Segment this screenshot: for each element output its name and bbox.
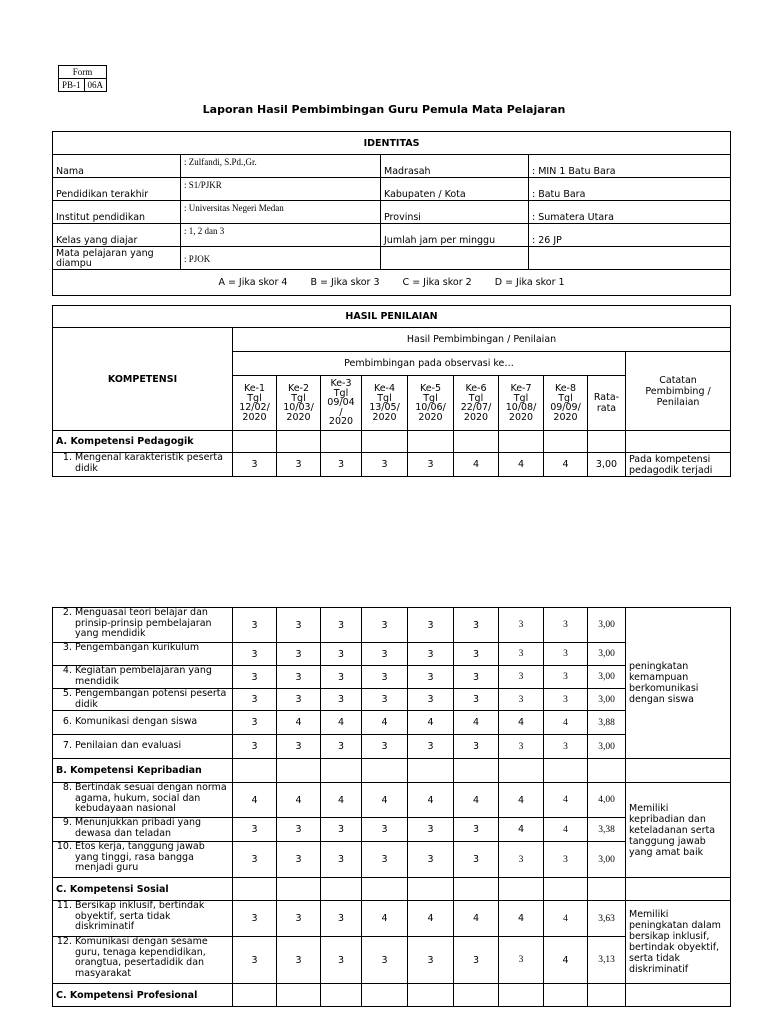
results-header: HASIL PENILAIAN <box>53 306 731 328</box>
catatan-cell: Memiliki kepribadian dan keteladanan serta tanggung jawab yang amat baik <box>626 783 731 878</box>
score-cell: 3 <box>321 453 362 477</box>
score-cell: 3 <box>454 842 499 878</box>
score-cell: 3 <box>321 689 362 711</box>
table-row <box>53 901 731 937</box>
observation-col-header: Ke-6 Tgl 22/07/ 2020 <box>454 376 499 431</box>
score-cell: 4 <box>544 453 588 477</box>
form-code-box <box>58 65 107 92</box>
legend-item: D = Jika skor 1 <box>494 277 565 288</box>
score-cell: 4 <box>544 711 588 735</box>
score-cell: 3 <box>499 689 544 711</box>
score-cell: 3 <box>362 818 408 842</box>
observation-col-header: Ke-7 Tgl 10/08/ 2020 <box>499 376 544 431</box>
catatan-cell: peningkatan kemampuan berkomunikasi dengan siswa <box>626 608 731 759</box>
identity-value: : 1, 2 dan 3 <box>181 224 381 247</box>
score-cell: 3 <box>277 937 321 984</box>
identity-header: IDENTITAS <box>53 132 731 155</box>
identity-value <box>529 247 731 270</box>
score-cell: 3 <box>233 689 277 711</box>
observation-col-header: Ke-1 Tgl 12/02/ 2020 <box>233 376 277 431</box>
score-cell: 3 <box>277 735 321 759</box>
average-cell: 3,00 <box>588 608 626 643</box>
legend-item: A = Jika skor 4 <box>218 277 288 288</box>
identity-value: : Batu Bara <box>529 178 731 201</box>
score-cell: 3 <box>454 643 499 666</box>
form-label: Form <box>59 66 107 79</box>
score-cell: 4 <box>499 453 544 477</box>
identity-value: : Universitas Negeri Medan <box>181 201 381 224</box>
score-cell: 4 <box>454 783 499 818</box>
form-code-part1: PB-1 <box>59 79 85 92</box>
score-cell: 3 <box>233 901 277 937</box>
document-title: Laporan Hasil Pembimbingan Guru Pemula Mata Pelajaran <box>202 103 566 116</box>
score-cell: 3 <box>408 453 454 477</box>
score-cell: 3 <box>321 735 362 759</box>
competency-item: 2. Menguasai teori belajar dan prinsip-prinsip pembelajaran yang mendidik <box>53 608 233 643</box>
identity-label: Institut pendidikan <box>53 201 181 224</box>
competency-item: 1. Mengenal karakteristik peserta didik <box>53 453 233 477</box>
score-cell: 3 <box>321 666 362 689</box>
score-cell: 3 <box>544 608 588 643</box>
average-cell: 3,63 <box>588 901 626 937</box>
identity-value: : PJOK <box>181 247 381 270</box>
legend-item: B = Jika skor 3 <box>310 277 380 288</box>
rata-header: Rata-rata <box>588 376 626 431</box>
table-row <box>53 453 731 477</box>
legend-item: C = Jika skor 2 <box>402 277 472 288</box>
score-cell: 3 <box>408 937 454 984</box>
average-cell: 3,38 <box>588 818 626 842</box>
score-cell: 4 <box>362 901 408 937</box>
score-cell: 4 <box>499 783 544 818</box>
score-cell: 3 <box>321 842 362 878</box>
score-cell: 4 <box>277 783 321 818</box>
score-cell: 4 <box>544 818 588 842</box>
score-cell: 3 <box>544 643 588 666</box>
score-cell: 3 <box>499 735 544 759</box>
score-cell: 3 <box>277 608 321 643</box>
score-cell: 3 <box>321 901 362 937</box>
score-cell: 4 <box>454 453 499 477</box>
score-cell: 3 <box>321 937 362 984</box>
score-cell: 3 <box>408 689 454 711</box>
competency-item: 12. Komunikasi dengan sesame guru, tenaga kependidikan, orangtua, pesertadidik dan masyarakat <box>53 937 233 984</box>
score-cell: 4 <box>233 783 277 818</box>
table-row <box>53 783 731 818</box>
score-cell: 3 <box>362 842 408 878</box>
competency-item: 8. Bertindak sesuai dengan norma agama, hukum, social dan kebudayaan nasional <box>53 783 233 818</box>
score-cell: 3 <box>499 666 544 689</box>
score-cell: 3 <box>233 842 277 878</box>
observation-col-header: Ke-2 Tgl 10/03/ 2020 <box>277 376 321 431</box>
score-cell: 3 <box>454 937 499 984</box>
score-cell: 4 <box>499 711 544 735</box>
score-cell: 3 <box>277 818 321 842</box>
competency-item: 10. Etos kerja, tanggung jawab yang tinggi, rasa bangga menjadi guru <box>53 842 233 878</box>
identity-label <box>381 247 529 270</box>
identity-value: : Sumatera Utara <box>529 201 731 224</box>
competency-item: 7. Penilaian dan evaluasi <box>53 735 233 759</box>
identity-label: Provinsi <box>381 201 529 224</box>
score-cell: 3 <box>277 842 321 878</box>
results-table-part1 <box>52 305 731 477</box>
competency-item: 11. Bersikap inklusif, bertindak obyektif, serta tidak diskriminatif <box>53 901 233 937</box>
score-cell: 3 <box>321 818 362 842</box>
score-cell: 3 <box>277 901 321 937</box>
score-cell: 3 <box>321 608 362 643</box>
score-cell: 4 <box>544 901 588 937</box>
average-cell: 3,00 <box>588 735 626 759</box>
score-cell: 4 <box>454 901 499 937</box>
score-cell: 3 <box>499 643 544 666</box>
score-cell: 3 <box>408 818 454 842</box>
score-cell: 3 <box>233 453 277 477</box>
score-cell: 4 <box>362 783 408 818</box>
score-cell: 3 <box>544 689 588 711</box>
average-cell: 3,00 <box>588 689 626 711</box>
score-cell: 3 <box>544 666 588 689</box>
competency-item: 9. Menunjukkan pribadi yang dewasa dan teladan <box>53 818 233 842</box>
competency-item: 3. Pengembangan kurikulum <box>53 643 233 666</box>
identity-table <box>52 131 731 296</box>
identity-label: Mata pelajaran yang diampu <box>53 247 181 270</box>
score-cell: 4 <box>277 711 321 735</box>
score-cell: 3 <box>499 842 544 878</box>
observation-col-header: Ke-4 Tgl 13/05/ 2020 <box>362 376 408 431</box>
average-cell: 3,13 <box>588 937 626 984</box>
competency-item: 4. Kegiatan pembelajaran yang mendidik <box>53 666 233 689</box>
catatan-cell: Memiliki peningkatan dalam bersikap inklusif, bertindak obyektif, serta tidak diskriminatif <box>626 901 731 984</box>
score-cell: 3 <box>499 608 544 643</box>
score-cell: 3 <box>454 608 499 643</box>
score-cell: 3 <box>408 608 454 643</box>
average-cell: 4,00 <box>588 783 626 818</box>
average-cell: 3,88 <box>588 711 626 735</box>
average-cell: 3,00 <box>588 666 626 689</box>
score-cell: 3 <box>277 643 321 666</box>
score-cell: 3 <box>362 608 408 643</box>
score-cell: 3 <box>544 735 588 759</box>
identity-label: Pendidikan terakhir <box>53 178 181 201</box>
score-cell: 3 <box>233 711 277 735</box>
score-cell: 4 <box>408 783 454 818</box>
results-table-part2 <box>52 607 731 1007</box>
observation-header: Pembimbingan pada observasi ke… <box>233 352 626 376</box>
score-cell: 4 <box>408 901 454 937</box>
score-cell: 3 <box>499 937 544 984</box>
section-heading: C. Kompetensi Profesional <box>53 984 233 1007</box>
score-cell: 3 <box>408 666 454 689</box>
observation-col-header: Ke-5 Tgl 10/06/ 2020 <box>408 376 454 431</box>
score-legend <box>53 270 731 296</box>
score-cell: 4 <box>454 711 499 735</box>
score-cell: 3 <box>277 689 321 711</box>
score-cell: 3 <box>454 689 499 711</box>
identity-label: Jumlah jam per minggu <box>381 224 529 247</box>
identity-label: Nama <box>53 155 181 178</box>
score-cell: 3 <box>454 818 499 842</box>
competency-item: 6. Komunikasi dengan siswa <box>53 711 233 735</box>
score-cell: 3 <box>362 937 408 984</box>
score-cell: 4 <box>544 783 588 818</box>
score-cell: 3 <box>362 735 408 759</box>
section-heading: B. Kompetensi Kepribadian <box>53 759 233 783</box>
score-cell: 3 <box>277 453 321 477</box>
average-cell: 3,00 <box>588 643 626 666</box>
identity-value: : MIN 1 Batu Bara <box>529 155 731 178</box>
score-cell: 3 <box>362 453 408 477</box>
identity-value: : Zulfandi, S.Pd.,Gr. <box>181 155 381 178</box>
table-row <box>53 608 731 643</box>
score-cell: 4 <box>499 901 544 937</box>
identity-label: Kabupaten / Kota <box>381 178 529 201</box>
identity-label: Madrasah <box>381 155 529 178</box>
average-cell: 3,00 <box>588 842 626 878</box>
observation-col-header: Ke-3 Tgl 09/04 / 2020 <box>321 376 362 431</box>
score-cell: 3 <box>233 643 277 666</box>
score-cell: 3 <box>233 666 277 689</box>
catatan-cell: Pada kompetensi pedagodik terjadi <box>626 453 731 477</box>
score-cell: 4 <box>544 937 588 984</box>
score-cell: 3 <box>233 608 277 643</box>
score-cell: 4 <box>321 783 362 818</box>
score-cell: 3 <box>454 666 499 689</box>
identity-label: Kelas yang diajar <box>53 224 181 247</box>
score-cell: 3 <box>362 666 408 689</box>
score-cell: 3 <box>321 643 362 666</box>
score-cell: 3 <box>233 818 277 842</box>
score-cell: 4 <box>499 818 544 842</box>
score-cell: 3 <box>233 937 277 984</box>
score-cell: 4 <box>362 711 408 735</box>
score-cell: 3 <box>408 842 454 878</box>
competency-item: 5. Pengembangan potensi peserta didik <box>53 689 233 711</box>
catatan-header: Catatan Pembimbing / Penilaian <box>626 352 731 431</box>
score-cell: 3 <box>454 735 499 759</box>
score-cell: 3 <box>544 842 588 878</box>
score-cell: 3 <box>233 735 277 759</box>
group-header: Hasil Pembimbingan / Penilaian <box>233 328 731 352</box>
score-cell: 3 <box>362 689 408 711</box>
score-cell: 4 <box>408 711 454 735</box>
score-cell: 4 <box>321 711 362 735</box>
section-heading: C. Kompetensi Sosial <box>53 878 233 901</box>
form-code-part2: 06A <box>84 79 107 92</box>
observation-col-header: Ke-8 Tgl 09/09/ 2020 <box>544 376 588 431</box>
identity-value: : 26 JP <box>529 224 731 247</box>
average-cell: 3,00 <box>588 453 626 477</box>
score-cell: 3 <box>408 735 454 759</box>
identity-value: : S1/PJKR <box>181 178 381 201</box>
score-cell: 3 <box>362 643 408 666</box>
section-heading: A. Kompetensi Pedagogik <box>53 431 233 453</box>
score-cell: 3 <box>408 643 454 666</box>
score-cell: 3 <box>277 666 321 689</box>
kompetensi-header: KOMPETENSI <box>53 328 233 431</box>
